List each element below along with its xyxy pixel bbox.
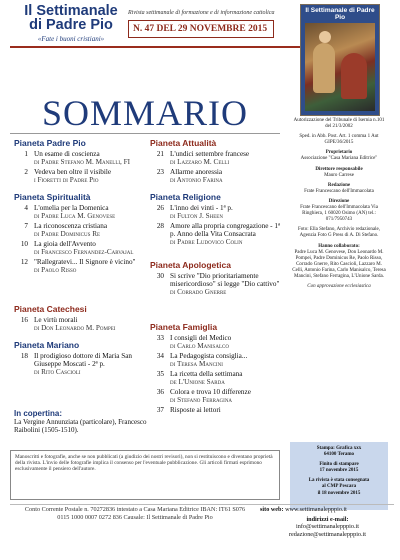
colophon-text: Sped. in Abb. Post. Art. 1 comma 1 Aut GIPE/36/2015 [299,134,379,146]
page-number: 33 [156,334,164,342]
page-number: 34 [156,352,164,360]
email-link[interactable]: redazione@settimanalepppio.it [289,530,366,538]
entry-title: Amore alla propria congregazione - 1ª p. Anno della Vita Consacrata [170,222,280,238]
print-line: 64100 Teramo [323,452,355,458]
list-item[interactable] [150,388,285,404]
colophon [290,118,388,294]
list-item[interactable] [14,316,149,332]
list-item[interactable] [14,204,149,220]
entry-title: Un esame di coscienza [34,150,100,158]
entry-author: di Padre Ludovico Colin [170,238,243,246]
page-number: 26 [156,204,164,212]
colophon-label: Redazione [327,182,351,188]
entry-title: Si scrive "Dio prioritariamente misericordioso" si legge "Dio cattivo" [170,272,280,288]
list-item[interactable] [150,150,285,166]
colophon-item [290,284,388,290]
page-number: 10 [20,240,28,248]
tagline: Rivista settimanale di formazione e di informazione cattolica [128,10,275,16]
list-item[interactable] [14,352,149,376]
colophon-item [290,167,388,179]
cover-figure-left [313,43,335,93]
colophon-text: Autorizzazione del Tribunale di Isernia n.101 del 21/3/2002 [293,118,385,130]
entry-author: di Padre Dominicus Re [34,230,101,238]
website-link[interactable]: www.settimanalepppio.it [285,506,347,513]
entry-title: Vedeva ben oltre il visibile [34,168,112,176]
masthead-divider [10,46,300,48]
print-line: Finito di stampare [319,462,359,468]
contacts [260,506,395,538]
entry-author: di Carlo Manisalco [170,342,229,350]
cover-caption [14,410,149,434]
entry-title: La ricetta della settimana [170,370,243,378]
page-number: 36 [156,388,164,396]
title-divider [10,133,280,134]
email-label: indirizzi e-mail: [306,515,349,523]
entry-title: Allarme anoressia [170,168,223,176]
section-title: Pianeta Religione [150,192,221,202]
email-link[interactable]: info@settimanalepppio.it [296,523,359,530]
entry-title: Risposte ai lettori [170,406,221,414]
sommario-right-column [150,138,285,448]
page-number: 2 [24,168,28,176]
list-item[interactable] [150,352,285,368]
colophon-item [290,244,388,281]
entry-title: La riconoscenza cristiana [34,222,108,230]
print-line: il 18 novembre 2015 [317,490,361,496]
entry-title: La Pedagogista consiglia... [170,352,248,360]
list-item[interactable] [14,258,149,282]
entry-author: di Fulton J. Sheen [170,212,223,220]
section-title: Pianeta Spiritualità [14,192,91,202]
colophon-label: Direttore responsabile [315,166,363,172]
page-number: 28 [156,222,164,230]
entry-author: de L'Unione Sarda [170,378,225,386]
colophon-item [290,227,388,239]
colophon-text: Padre Luca M. Genovese, Don Leonardo M. Pompei, Padre Dominicus Re, Paolo Risso, Corrado Gnerre, Rito Cascioli, Lazzaro M. Celli, Antonio Farina, Carlo Manisalco, Teresa Mancini, Stefano Ferragina, L'Unione Sarda. [292,249,386,279]
page-number: 21 [156,150,164,158]
colophon-item [290,134,388,146]
list-item[interactable] [150,406,285,416]
entry-title: Colora e trova 10 differenze [170,388,251,396]
page-number: 18 [20,352,28,360]
entry-title: La gioia dell'Avvento [34,240,96,248]
entry-author: di Rito Cascioli [34,368,81,376]
list-item[interactable] [150,222,285,254]
entry-title: "Rallegratevi... Il Signore è vicino" [34,258,136,266]
bank-account: Conto Corrente Postale n. 70272836 intestato a Casa Mariana Editrice IBAN: IT61 S076 0115 1000 0007 0272 836 Causale: Il Settimanale di Padre Pio [24,506,246,521]
print-line: Stampa: Grafica xxx [316,446,362,451]
entry-author: di Don Leonardo M. Pompei [34,324,116,332]
cover-painting [305,23,375,111]
masthead-subtitle: «Fate i buoni cristiani» [37,35,105,43]
page-number: 7 [24,222,28,230]
page-number: 4 [24,204,28,212]
disclaimer-box: Manoscritti e fotografie, anche se non pubblicati (a giudizio dei nostri revisori), non si restituiscono e diventano proprietà della rivista. L'invio delle fotografie implica il consenso per l'eventuale pubblicazione. Gli articoli firmati esprimono esclusivamente il pensiero dell'autore. [10,450,280,500]
section-title: Pianeta Padre Pio [14,138,86,148]
page-number: 37 [156,406,164,414]
colophon-text: Frate Francescano dell'Immacolata Via Ringhiera, 1 60020 Osimo (AN) tel.: 071/7950743 [300,205,378,223]
print-info [290,446,388,497]
page-number: 23 [156,168,164,176]
entry-title: Il prodigioso dottore di Maria San Giuseppe Moscati - 2ª p. [34,352,133,368]
page-title: SOMMARIO [41,93,249,133]
colophon-label: Hanno collaborato: [318,243,360,249]
list-item[interactable] [14,240,149,256]
entry-author: di Lazzaro M. Celli [170,158,230,166]
sommario-left-column [14,138,149,408]
cover-caption-heading: In copertina: [14,409,63,418]
page-number: 1 [24,150,28,158]
entry-author: di Padre Luca M. Genovese [34,212,116,220]
section-title: Pianeta Attualità [150,138,217,148]
print-line: al CMP Pescara [321,484,357,490]
colophon-item [290,199,388,223]
colophon-item [290,183,388,195]
cover-caption-text: La Vergine Annunziata (particolare), Francesco Raibolini (1505-1510). [14,418,147,434]
colophon-text: Foto: Ella Stefano, Archivio redazionale, Agenzia Foto G Press di A. Di Stefano. [298,227,380,239]
section-title: Pianeta Famiglia [150,322,218,332]
page-number: 35 [156,370,164,378]
page-number: 12 [20,258,28,266]
section-title: Pianeta Catechesi [14,304,87,314]
issue-badge: N. 47 DEL 29 NOVEMBRE 2015 [128,20,274,38]
entry-title: L'omelia per la Domenica [34,204,109,212]
colophon-label: Direzione [328,198,350,204]
section-title: Pianeta Apologetica [150,260,231,270]
entry-title: L'inno dei vinti - 1ª p. [170,204,233,212]
list-item[interactable] [150,168,285,184]
entry-title: Le virtù morali [34,316,78,324]
colophon-item [290,118,388,130]
page-number: 16 [20,316,28,324]
entry-author: i Fioretti di Padre Pio [34,176,99,184]
list-item[interactable] [14,222,149,238]
list-item[interactable] [14,168,149,184]
colophon-text: Mauro Carrese [324,172,354,178]
page-number: 30 [156,272,164,280]
print-line: La rivista è stata consegnata [308,478,370,484]
print-line: 17 novembre 2015 [319,468,359,474]
entry-title: I consigli del Medico [170,334,232,342]
list-item[interactable] [150,272,285,304]
cover-title: Il Settimanale di Padre Pio [305,7,375,21]
entry-author: di Corrado Gnerre [170,288,227,296]
masthead-line2: di Padre Pio [29,17,113,33]
website-label: sito web: [260,506,284,513]
colophon-text: Frate Francescano dell'Immacolata [304,188,374,194]
cover-thumbnail [300,4,380,116]
entry-author: di Antonio Farina [170,176,223,184]
entry-author: di Stefano Ferragina [170,396,233,404]
entry-author: di Padre Stefano M. Manelli, FI [34,158,131,166]
colophon-text: Associazione "Casa Mariana Editrice" [300,156,378,162]
section-title: Pianeta Mariano [14,340,80,350]
colophon-label: Proprietario [325,150,353,156]
entry-author: di Paolo Risso [34,266,77,274]
list-item[interactable] [150,204,285,220]
masthead-line1: Il Settimanale [24,3,118,19]
cover-figure-right [341,53,367,99]
entry-author: di Francesco Fernandez-Carvajal [34,248,134,256]
colophon-item [290,150,388,162]
masthead-title [12,4,130,32]
cover-halo [319,31,331,43]
list-item[interactable] [150,334,285,350]
list-item[interactable] [14,150,149,166]
entry-author: di Teresa Mancini [170,360,223,368]
colophon-text: Con approvazione ecclesiastica [307,284,371,290]
entry-title: L'undici settembre francese [170,150,250,158]
list-item[interactable] [150,370,285,386]
